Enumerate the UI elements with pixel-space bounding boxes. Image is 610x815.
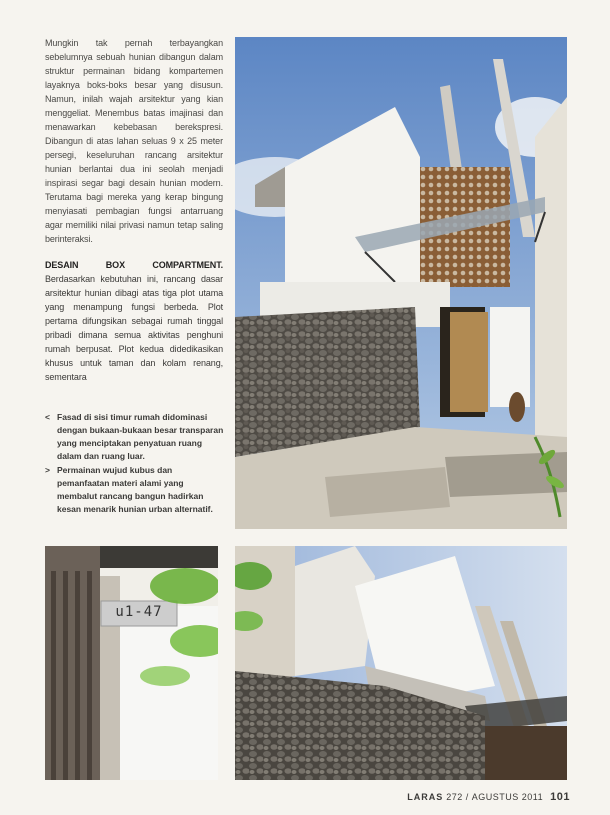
article-paragraph-2-text: Berdasarkan kebutuhan ini, rancang dasar arsitektur hunian dibagi atas tiga plot utama yang menampung fungsi berbeda. Plot pertama difungsikan sebagai rumah tinggal pribadi dimana semua aktivitas penghuni rumah berpusat. Plot kedua didedikasikan khusus untuk taman dan kolam renang, sementara	[45, 274, 223, 382]
caption-2	[45, 464, 225, 516]
page-footer	[407, 791, 570, 803]
page-number: 101	[550, 791, 570, 803]
photo-captions	[45, 411, 225, 517]
magazine-name: LARAS	[407, 792, 444, 802]
house-number-sign: u1-47	[115, 604, 163, 620]
caption-1	[45, 411, 225, 463]
issue-number: 272	[446, 792, 463, 802]
main-house-photo	[235, 37, 567, 529]
facade-volumes-photo	[235, 546, 567, 780]
article-paragraph-2	[45, 258, 223, 384]
issue-separator: /	[465, 792, 469, 802]
caption-2-marker: >	[45, 465, 50, 475]
article-body	[45, 36, 223, 396]
caption-2-text: Permainan wujud kubus dan pemanfaatan materi alami yang membalut rancang bangun hadirkan kesan menarik hunian urban alternatif.	[57, 465, 213, 514]
caption-1-marker: <	[45, 412, 50, 422]
article-paragraph-1: Mungkin tak pernah terbayangkan sebelumnya sebuah hunian dibangun dalam struktur permainan bidang kompartemen layaknya boks-boks besar yang disusun. Namun, inilah wajah arsitektur yang kian menggeliat. Menembus batas imajinasi dan menawarkan kebebasan berekspresi. Dibangun di atas lahan seluas 9 x 25 meter persegi, keseluruhan rancang arsitektur hunian berlantai dua ini seolah menjadi inspirasi segar bagi desain hunian modern. Terutama bagi mereka yang kerap bingung menyiasati pembagian fungsi antarruang agar memiliki nilai privasi namun tetap saling berinteraksi.	[45, 38, 223, 244]
caption-1-text: Fasad di sisi timur rumah didominasi dengan bukaan-bukaan besar transparan yang menciptakan penyatuan ruang dalam dan ruang luar.	[57, 412, 224, 461]
gate-sign-photo	[45, 546, 218, 780]
section-heading: DESAIN BOX COMPARTMENT.	[45, 260, 223, 270]
issue-date: AGUSTUS 2011	[471, 792, 544, 802]
